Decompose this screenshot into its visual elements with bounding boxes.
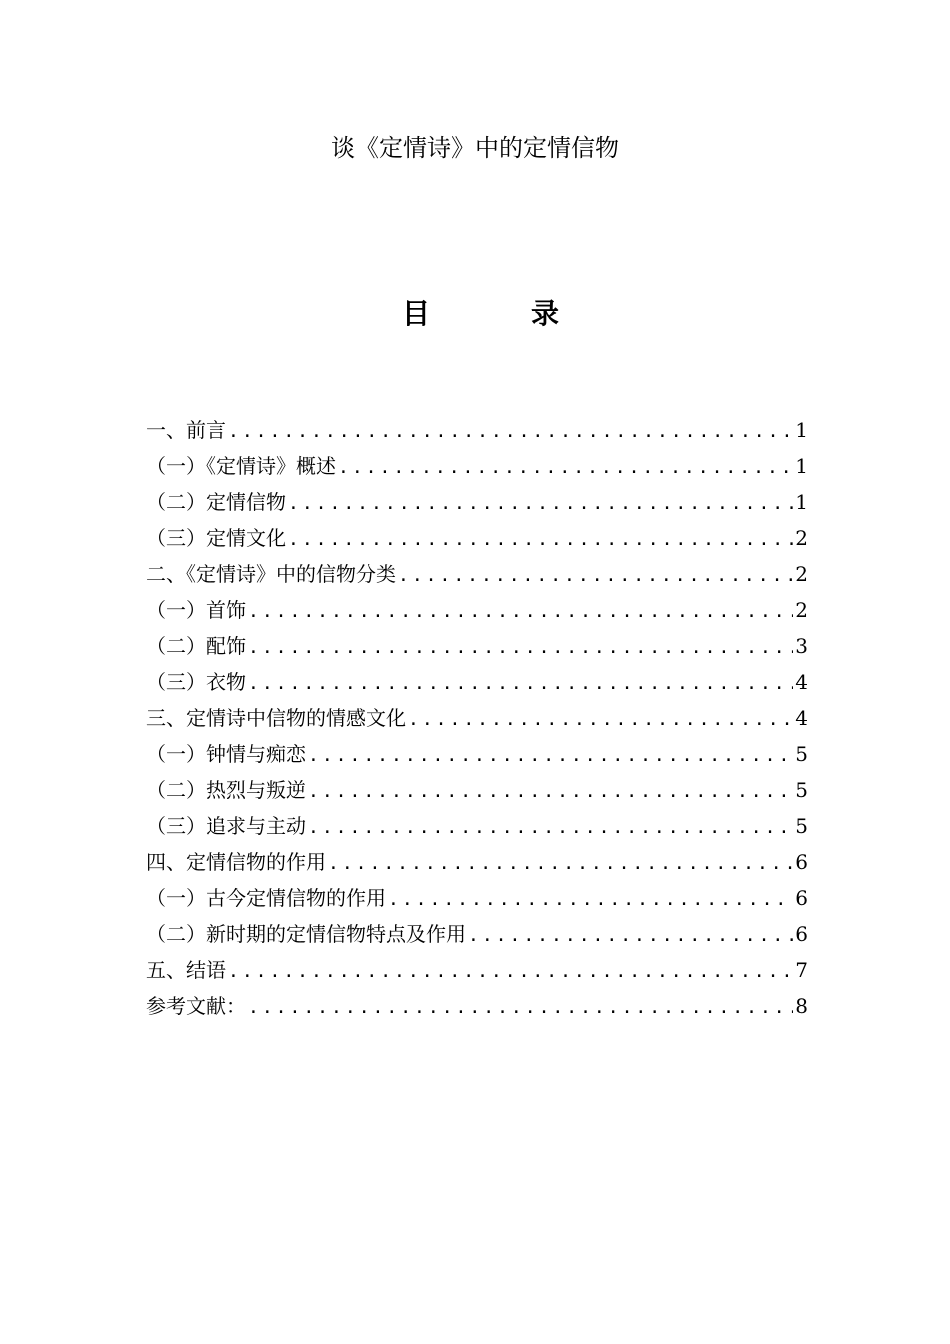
toc-entry[interactable]: [146, 988, 808, 1024]
toc-entry[interactable]: [146, 952, 808, 988]
document-title: 谈《定情诗》中的定情信物: [331, 134, 619, 162]
toc-entry[interactable]: [146, 916, 808, 952]
toc-entry-page: 6: [795, 922, 808, 946]
toc-entry-page: 6: [795, 886, 808, 910]
toc-entry-page: 5: [795, 814, 808, 838]
toc-leader-dots: [228, 954, 793, 990]
toc-entry-page: 8: [795, 994, 808, 1018]
toc-leader-dots: [338, 450, 793, 486]
toc-entry-label: 参考文献：: [146, 994, 246, 1018]
toc-entry[interactable]: [146, 448, 808, 484]
toc-leader-dots: [248, 630, 793, 666]
toc-entry-page: 2: [795, 598, 808, 622]
toc-leader-dots: [288, 522, 793, 558]
toc-entry[interactable]: [146, 412, 808, 448]
toc-entry[interactable]: [146, 520, 808, 556]
toc-entry[interactable]: [146, 736, 808, 772]
toc-leader-dots: [408, 702, 793, 738]
toc-entry[interactable]: [146, 484, 808, 520]
toc-entry-label: （二）新时期的定情信物特点及作用: [146, 922, 466, 946]
toc-entry-page: 4: [795, 706, 808, 730]
toc-entry-page: 6: [795, 850, 808, 874]
toc-entry[interactable]: [146, 808, 808, 844]
toc-entry-label: 二、《定情诗》中的信物分类: [146, 562, 396, 586]
toc-entry-label: （三）定情文化: [146, 526, 286, 550]
toc-entry-page: 1: [795, 490, 808, 514]
toc-entry-page: 3: [795, 634, 808, 658]
toc-entry-page: 5: [795, 742, 808, 766]
toc-entry-page: 2: [795, 562, 808, 586]
toc-entry-label: （二）配饰: [146, 634, 246, 658]
toc-leader-dots: [388, 882, 793, 918]
toc-entry[interactable]: [146, 556, 808, 592]
toc-entry-label: （一）首饰: [146, 598, 246, 622]
toc-leader-dots: [248, 594, 793, 630]
toc-entry-label: （一）古今定情信物的作用: [146, 886, 386, 910]
toc-entry-page: 4: [795, 670, 808, 694]
toc-entry-page: 1: [795, 418, 808, 442]
toc-leader-dots: [228, 414, 793, 450]
toc-entry-label: （一）钟情与痴恋: [146, 742, 306, 766]
toc-entry-label: 四、定情信物的作用: [146, 850, 326, 874]
toc-entry[interactable]: [146, 664, 808, 700]
toc-entry[interactable]: [146, 592, 808, 628]
toc-leader-dots: [308, 774, 793, 810]
toc-entry-label: 一、前言: [146, 418, 226, 442]
table-of-contents: [146, 412, 808, 1024]
toc-heading-second-char: 录: [531, 297, 560, 330]
toc-entry-page: 7: [795, 958, 808, 982]
toc-entry-page: 1: [795, 454, 808, 478]
toc-heading-first-char: 目: [402, 297, 431, 330]
toc-entry[interactable]: [146, 628, 808, 664]
toc-entry-label: 三、定情诗中信物的情感文化: [146, 706, 406, 730]
toc-leader-dots: [308, 738, 793, 774]
toc-entry-label: （三）追求与主动: [146, 814, 306, 838]
toc-leader-dots: [248, 990, 793, 1026]
toc-leader-dots: [288, 486, 793, 522]
toc-entry-label: 五、结语: [146, 958, 226, 982]
toc-entry-page: 5: [795, 778, 808, 802]
toc-entry[interactable]: [146, 844, 808, 880]
toc-entry-label: （三）衣物: [146, 670, 246, 694]
toc-leader-dots: [398, 558, 793, 594]
toc-entry[interactable]: [146, 772, 808, 808]
toc-leader-dots: [248, 666, 793, 702]
toc-entry-page: 2: [795, 526, 808, 550]
toc-entry-label: （一）《定情诗》概述: [146, 454, 336, 478]
toc-leader-dots: [468, 918, 793, 954]
toc-leader-dots: [328, 846, 793, 882]
toc-heading: [0, 292, 950, 336]
toc-entry-label: （二）定情信物: [146, 490, 286, 514]
toc-leader-dots: [308, 810, 793, 846]
toc-entry[interactable]: [146, 700, 808, 736]
toc-entry-label: （二）热烈与叛逆: [146, 778, 306, 802]
toc-entry[interactable]: [146, 880, 808, 916]
